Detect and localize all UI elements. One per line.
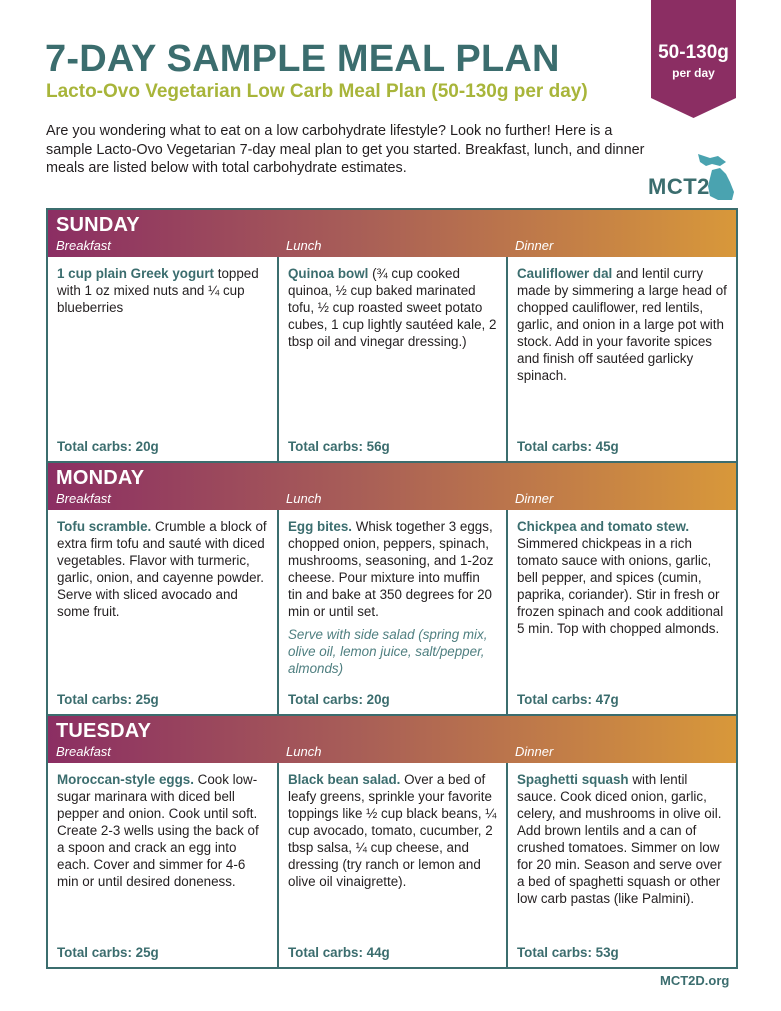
badge-unit: per day <box>672 66 715 80</box>
total-carbs: Total carbs: 47g <box>517 692 619 707</box>
day-header <box>48 716 736 763</box>
lunch-cell <box>277 257 506 461</box>
meal-description: (¾ cup cooked quinoa, ½ cup baked marinated tofu, ½ cup roasted sweet potato cubes, 1 cup lightly sautéed kale, 2 tbsp oil and vinegar dressing.) <box>288 266 497 349</box>
page-title: 7-DAY SAMPLE MEAL PLAN <box>45 38 560 80</box>
lunch-label: Lunch <box>286 744 322 759</box>
dinner-cell <box>506 510 736 714</box>
day-name: SUNDAY <box>56 214 140 236</box>
lunch-cell <box>277 510 506 714</box>
meal-description: topped with 1 oz mixed nuts and ¼ cup blueberries <box>57 266 259 315</box>
meal-highlight: 1 cup plain Greek yogurt <box>57 266 215 281</box>
meal-description: Whisk together 3 eggs, chopped onion, peppers, spinach, mushrooms, seasoning, and 1-2oz cheese. Pour mixture into muffin tin and bake at 350 degrees for 20 min or until set. <box>288 519 494 619</box>
meal-highlight: Black bean salad. <box>288 772 401 787</box>
dinner-label: Dinner <box>515 491 554 506</box>
lunch-label: Lunch <box>286 491 322 506</box>
total-carbs: Total carbs: 20g <box>57 439 159 454</box>
meal-highlight: Spaghetti squash <box>517 772 629 787</box>
breakfast-cell <box>48 510 277 714</box>
carb-range-badge <box>651 0 736 118</box>
footer-site-link[interactable]: MCT2D.org <box>660 973 730 988</box>
total-carbs: Total carbs: 56g <box>288 439 390 454</box>
meal-plan-table <box>46 208 736 969</box>
meal-description: and lentil curry made by simmering a large head of chopped cauliflower, red lentils, garlic, and onion in a large pot with stock. Add in your favorite spices and finish off sautéed garlicky spinach. <box>517 266 727 383</box>
intro-paragraph: Are you wondering what to eat on a low carbohydrate lifestyle? Look no further! Here is a sample Lacto-Ovo Vegetarian 7-day meal plan to get you started. Breakfast, lunch, and dinner meals are listed below with total carbohydrate estimates. <box>46 123 645 176</box>
meal-description: Cook low-sugar marinara with diced bell pepper and onion. Cook until soft. Create 2-3 wells using the back of a spoon and crack an egg into each. Cover and simmer for 4-6 min or until desired doneness. <box>57 772 259 889</box>
breakfast-cell <box>48 763 277 967</box>
meal-description: Over a bed of leafy greens, sprinkle your favorite toppings like ½ cup black beans, ¼ cup avocado, tomato, cucumber, 2 tbsp salsa, ¼ cup cheese, and dressing (try ranch or lemon and olive oil vinaigrette). <box>288 772 497 889</box>
total-carbs: Total carbs: 44g <box>288 945 390 960</box>
day-name: TUESDAY <box>56 720 152 742</box>
total-carbs: Total carbs: 25g <box>57 945 159 960</box>
meal-description: Crumble a block of extra firm tofu and sauté with diced vegetables. Flavor with turmeric, garlic, onion, and cayenne powder. Serve with sliced avocado and some fruit. <box>57 519 267 619</box>
day-sunday <box>46 208 738 463</box>
day-name: MONDAY <box>56 467 145 489</box>
meal-highlight: Quinoa bowl <box>288 266 369 281</box>
meal-highlight: Egg bites. <box>288 519 352 534</box>
dinner-label: Dinner <box>515 238 554 253</box>
meal-highlight: Chickpea and tomato stew. <box>517 519 690 534</box>
meal-description: with lentil sauce. Cook diced onion, garlic, celery, and mushrooms in olive oil. Add brown lentils and a can of crushed tomatoes. Simmer on low for 20 min. Season and serve over a bed of spaghetti squash or other low carb pastas (like Palmini). <box>517 772 722 906</box>
lunch-label: Lunch <box>286 238 322 253</box>
day-header <box>48 463 736 510</box>
meal-highlight: Moroccan-style eggs. <box>57 772 194 787</box>
lunch-cell <box>277 763 506 967</box>
breakfast-label: Breakfast <box>56 238 111 253</box>
meal-description: Simmered chickpeas in a rich tomato sauce with onions, garlic, bell pepper, and spices (cumin, paprika, coriander). Stir in fresh or frozen spinach and cook additional 5 min. Top with chopped almonds. <box>517 536 724 636</box>
total-carbs: Total carbs: 20g <box>288 692 390 707</box>
day-tuesday <box>46 716 738 969</box>
badge-range: 50-130g <box>658 42 729 63</box>
page-subtitle: Lacto-Ovo Vegetarian Low Carb Meal Plan (50-130g per day) <box>46 81 588 102</box>
total-carbs: Total carbs: 53g <box>517 945 619 960</box>
dinner-label: Dinner <box>515 744 554 759</box>
mct2d-logo <box>648 152 738 202</box>
logo-text: MCT2D <box>648 174 727 199</box>
meal-highlight: Tofu scramble. <box>57 519 152 534</box>
day-monday <box>46 463 738 716</box>
meal-highlight: Cauliflower dal <box>517 266 613 281</box>
breakfast-label: Breakfast <box>56 491 111 506</box>
dinner-cell <box>506 257 736 461</box>
day-header <box>48 210 736 257</box>
breakfast-cell <box>48 257 277 461</box>
total-carbs: Total carbs: 25g <box>57 692 159 707</box>
dinner-cell <box>506 763 736 967</box>
meal-note: Serve with side salad (spring mix, olive oil, lemon juice, salt/pepper, almonds) <box>288 627 488 676</box>
breakfast-label: Breakfast <box>56 744 111 759</box>
total-carbs: Total carbs: 45g <box>517 439 619 454</box>
